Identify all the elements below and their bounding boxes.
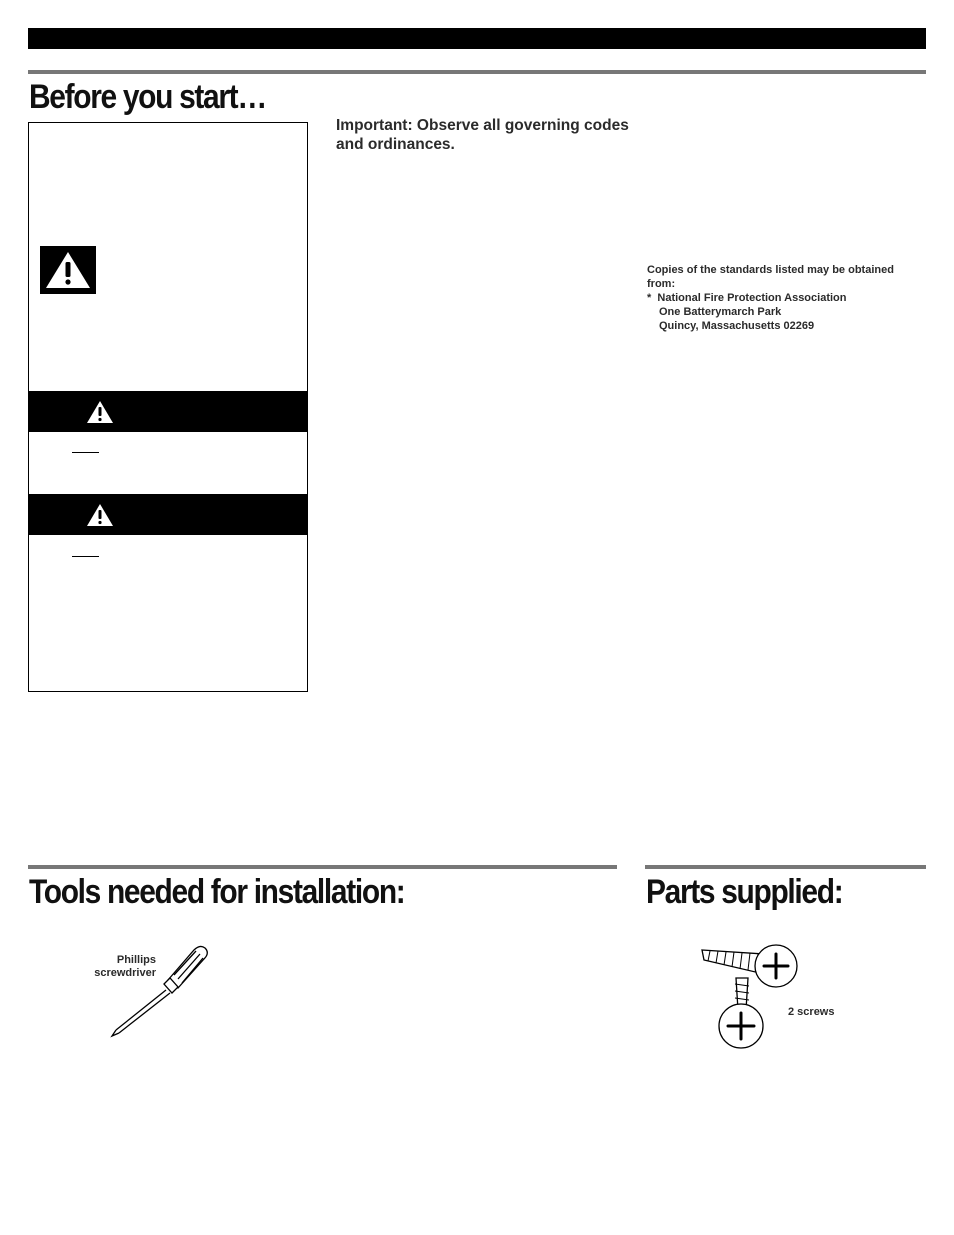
parts-heading: Parts supplied:: [646, 873, 843, 911]
phillips-screwdriver-icon: [108, 944, 212, 1038]
standards-bullet: *: [647, 292, 652, 304]
top-black-bar: [28, 28, 926, 49]
signal-word-underline: [72, 556, 99, 557]
standards-intro: Copies of the standards listed may be obtained from:: [647, 264, 894, 290]
standards-city: Quincy, Massachusetts 02269: [659, 320, 815, 332]
warning-triangle-icon: [85, 502, 115, 528]
signal-word-underline: [72, 452, 99, 453]
part-label: 2 screws: [788, 1006, 835, 1018]
standards-address: [647, 291, 919, 305]
safety-alert-symbol: [40, 246, 96, 294]
before-heading: Before you start…: [29, 78, 266, 116]
tools-heading: Tools needed for installation:: [29, 873, 405, 911]
safety-warning-box: [28, 122, 308, 692]
warning-triangle-icon: [85, 399, 115, 425]
section-rule-tools: [28, 865, 617, 869]
danger-band: [29, 391, 307, 432]
section-rule-parts: [645, 865, 926, 869]
section-rule-before: [28, 70, 926, 74]
standards-org: National Fire Protection Association: [657, 292, 847, 304]
warning-band: [29, 494, 307, 535]
tool-label-line2: screwdriver: [94, 967, 156, 979]
standards-note: [647, 263, 919, 333]
screw-icon: [698, 940, 802, 1052]
tool-label-line1: Phillips: [116, 954, 156, 966]
important-note: Important: Observe all governing codes and ordinances.: [336, 117, 629, 153]
standards-street: One Batterymarch Park: [659, 306, 782, 318]
warning-triangle-icon: [40, 246, 96, 294]
